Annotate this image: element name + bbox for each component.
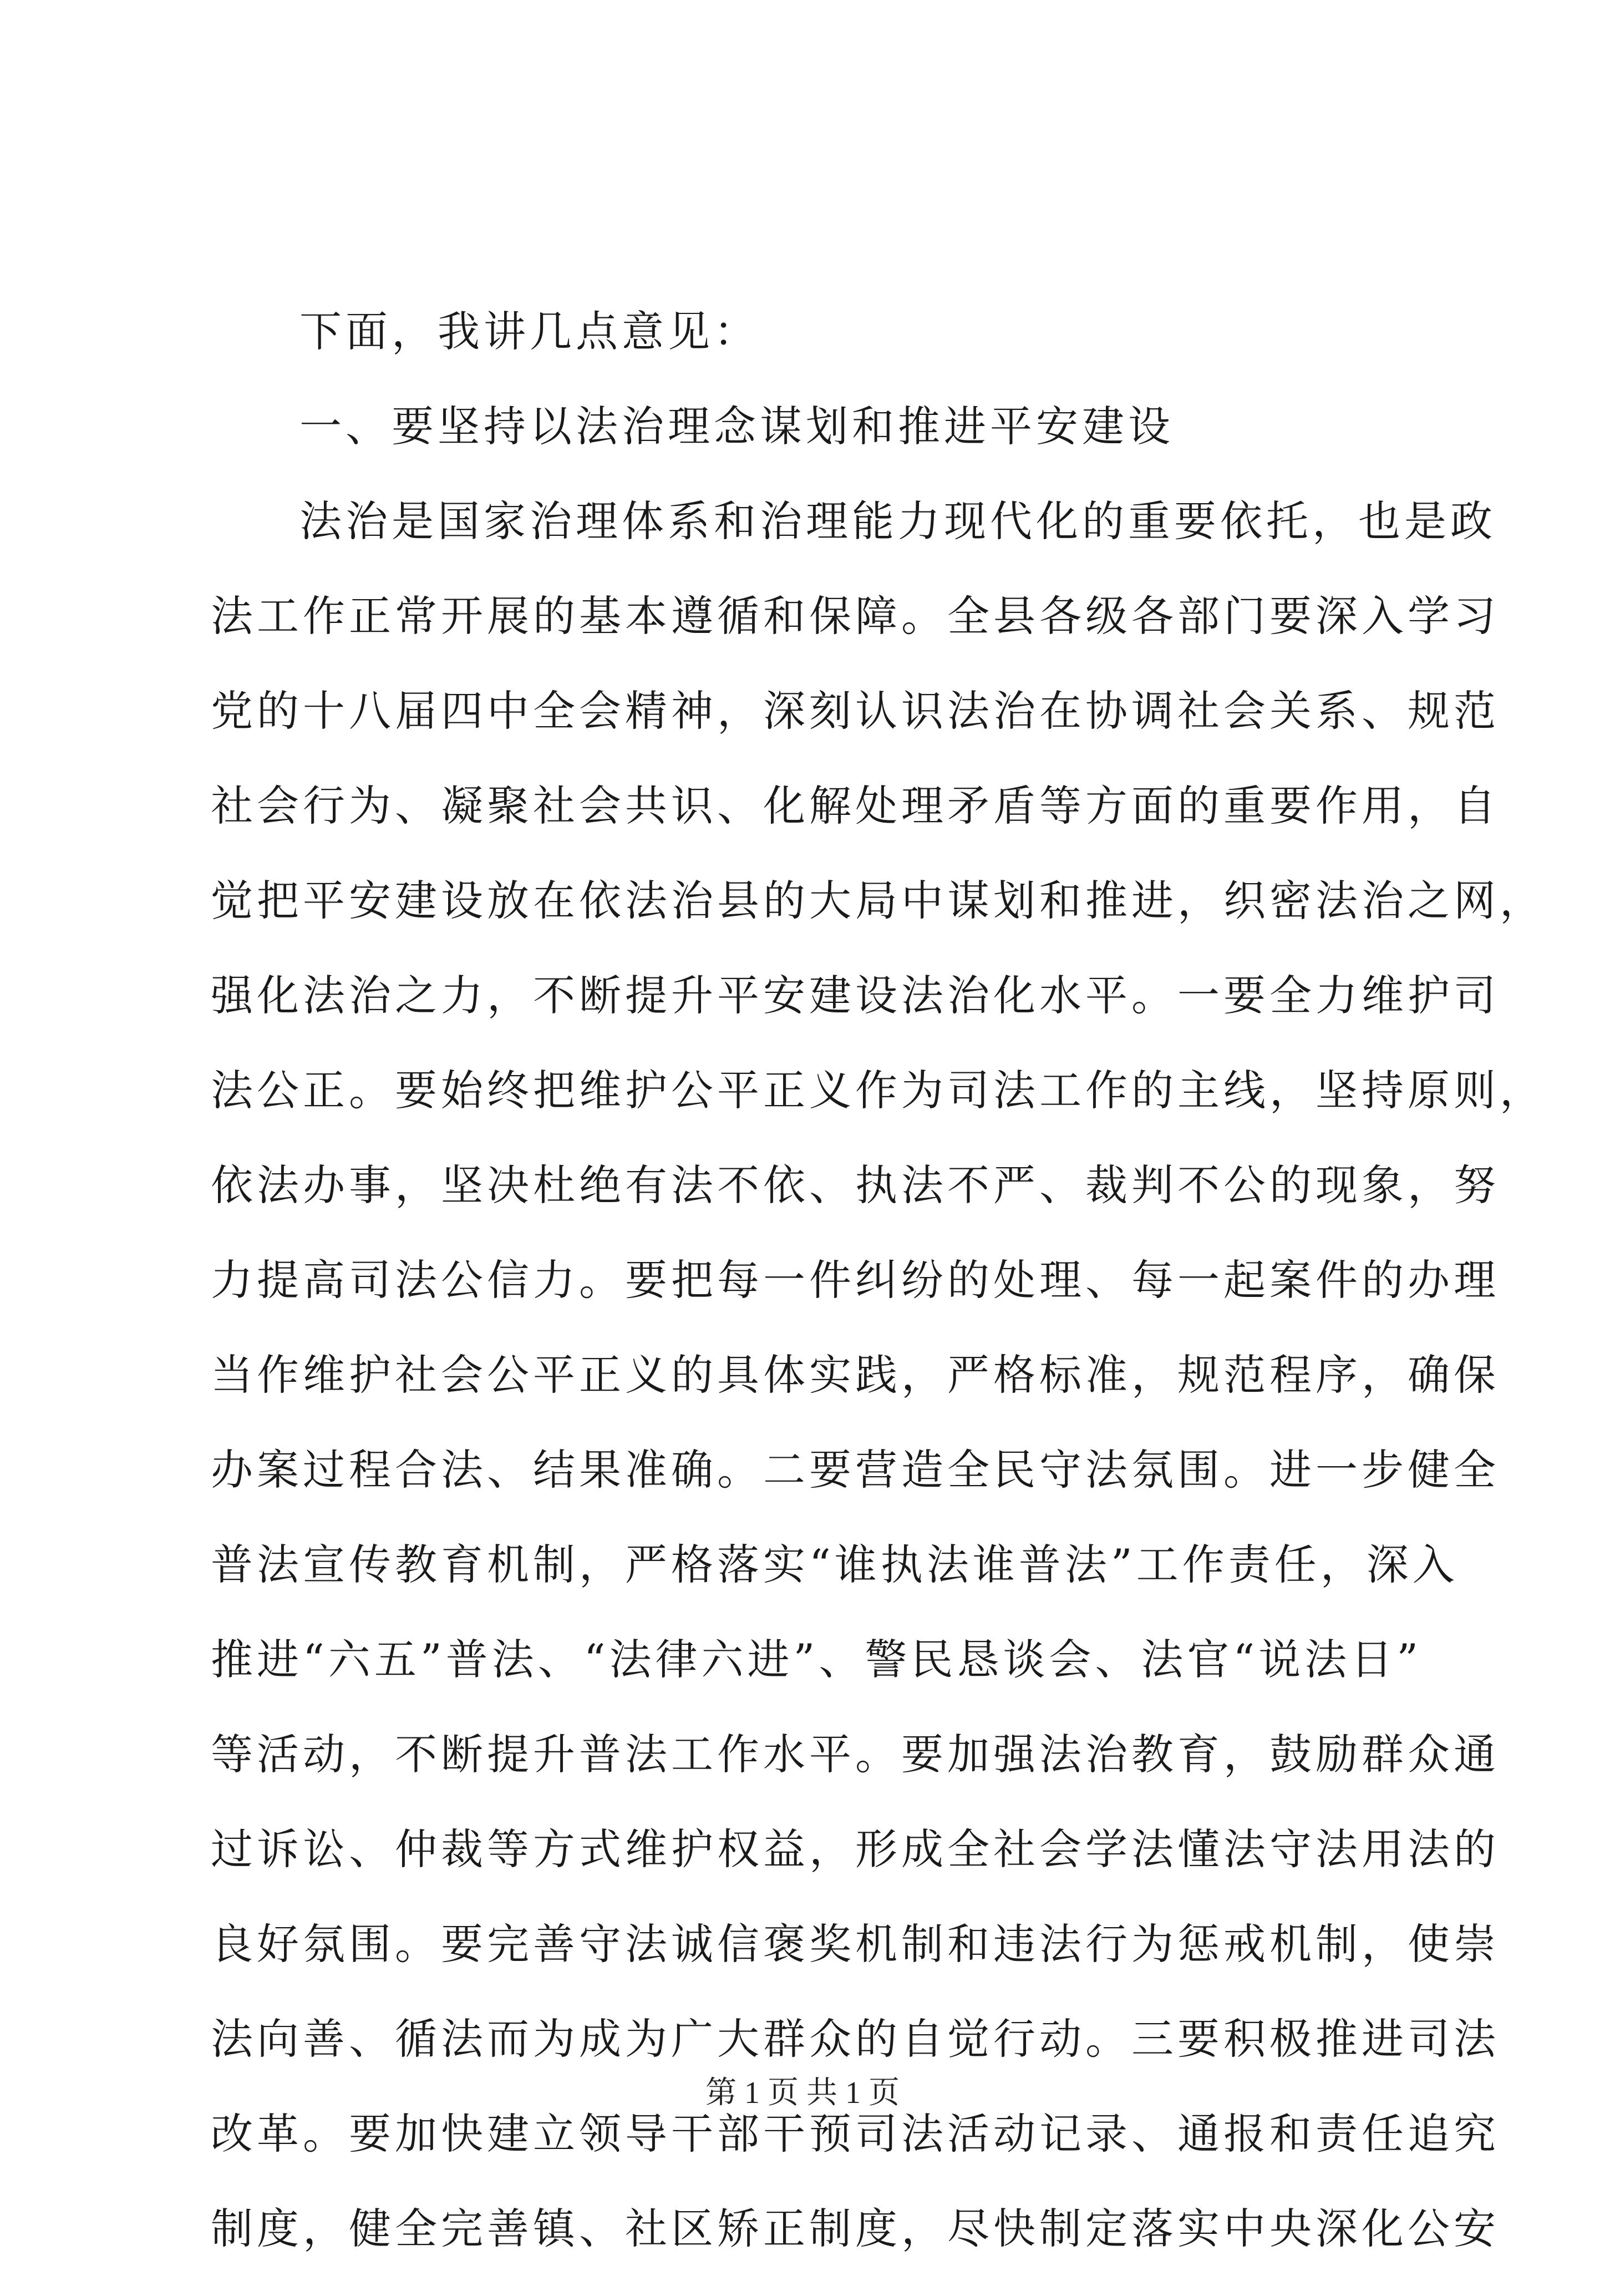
paragraph-line: 法工作正常开展的基本遵循和保障。全县各级各部门要深入学习: [211, 591, 1500, 641]
paragraph-line: 普法宣传教育机制，严格落实“谁执法谁普法”工作责任，深入: [211, 1540, 1459, 1589]
paragraph-line: 力提高司法公信力。要把每一件纠纷的处理、每一起案件的办理: [211, 1255, 1500, 1305]
paragraph-line: 法治是国家治理体系和治理能力现代化的重要依托，也是政: [299, 496, 1496, 546]
paragraph-line: 办案过程合法、结果准确。二要营造全民守法氛围。进一步健全: [211, 1445, 1500, 1494]
paragraph-line: 社会行为、凝聚社会共识、化解处理矛盾等方面的重要作用，自: [211, 781, 1500, 830]
page-number-footer: 第 1 页 共 1 页: [705, 2076, 900, 2110]
paragraph-line: 推进“六五”普法、“法律六进”、警民恳谈会、法官“说法日”: [211, 1635, 1423, 1684]
paragraph-line: 等活动，不断提升普法工作水平。要加强法治教育，鼓励群众通: [211, 1730, 1500, 1779]
document-body: [211, 304, 1546, 2296]
paragraph-line: 党的十八届四中全会精神，深刻认识法治在协调社会关系、规范: [211, 686, 1500, 736]
intro-heading: 下面，我讲几点意见：: [299, 307, 760, 356]
paragraph-line: 改革。要加快建立领导干部干预司法活动记录、通报和责任追究: [211, 2109, 1500, 2158]
paragraph-line: 制度，健全完善镇、社区矫正制度，尽快制定落实中央深化公安: [211, 2204, 1500, 2253]
paragraph-line: 过诉讼、仲裁等方式维护权益，形成全社会学法懂法守法用法的: [211, 1824, 1500, 1874]
paragraph-line: 觉把平安建设放在依法治县的大局中谋划和推进，织密法治之网，: [211, 876, 1546, 925]
paragraph-line: 依法办事，坚决杜绝有法不依、执法不严、裁判不公的现象，努: [211, 1160, 1500, 1210]
paragraph-line: 良好氛围。要完善守法诚信褒奖机制和违法行为惩戒机制，使崇: [211, 1919, 1500, 1969]
paragraph-line: 法向善、循法而为成为广大群众的自觉行动。三要积极推进司法: [211, 2014, 1500, 2064]
paragraph-line: 强化法治之力，不断提升平安建设法治化水平。一要全力维护司: [211, 971, 1500, 1020]
section-title: 一、要坚持以法治理念谋划和推进平安建设: [299, 402, 1174, 451]
paragraph-line: 当作维护社会公平正义的具体实践，严格标准，规范程序，确保: [211, 1350, 1500, 1400]
paragraph-line: 法公正。要始终把维护公平正义作为司法工作的主线，坚持原则，: [211, 1066, 1546, 1115]
